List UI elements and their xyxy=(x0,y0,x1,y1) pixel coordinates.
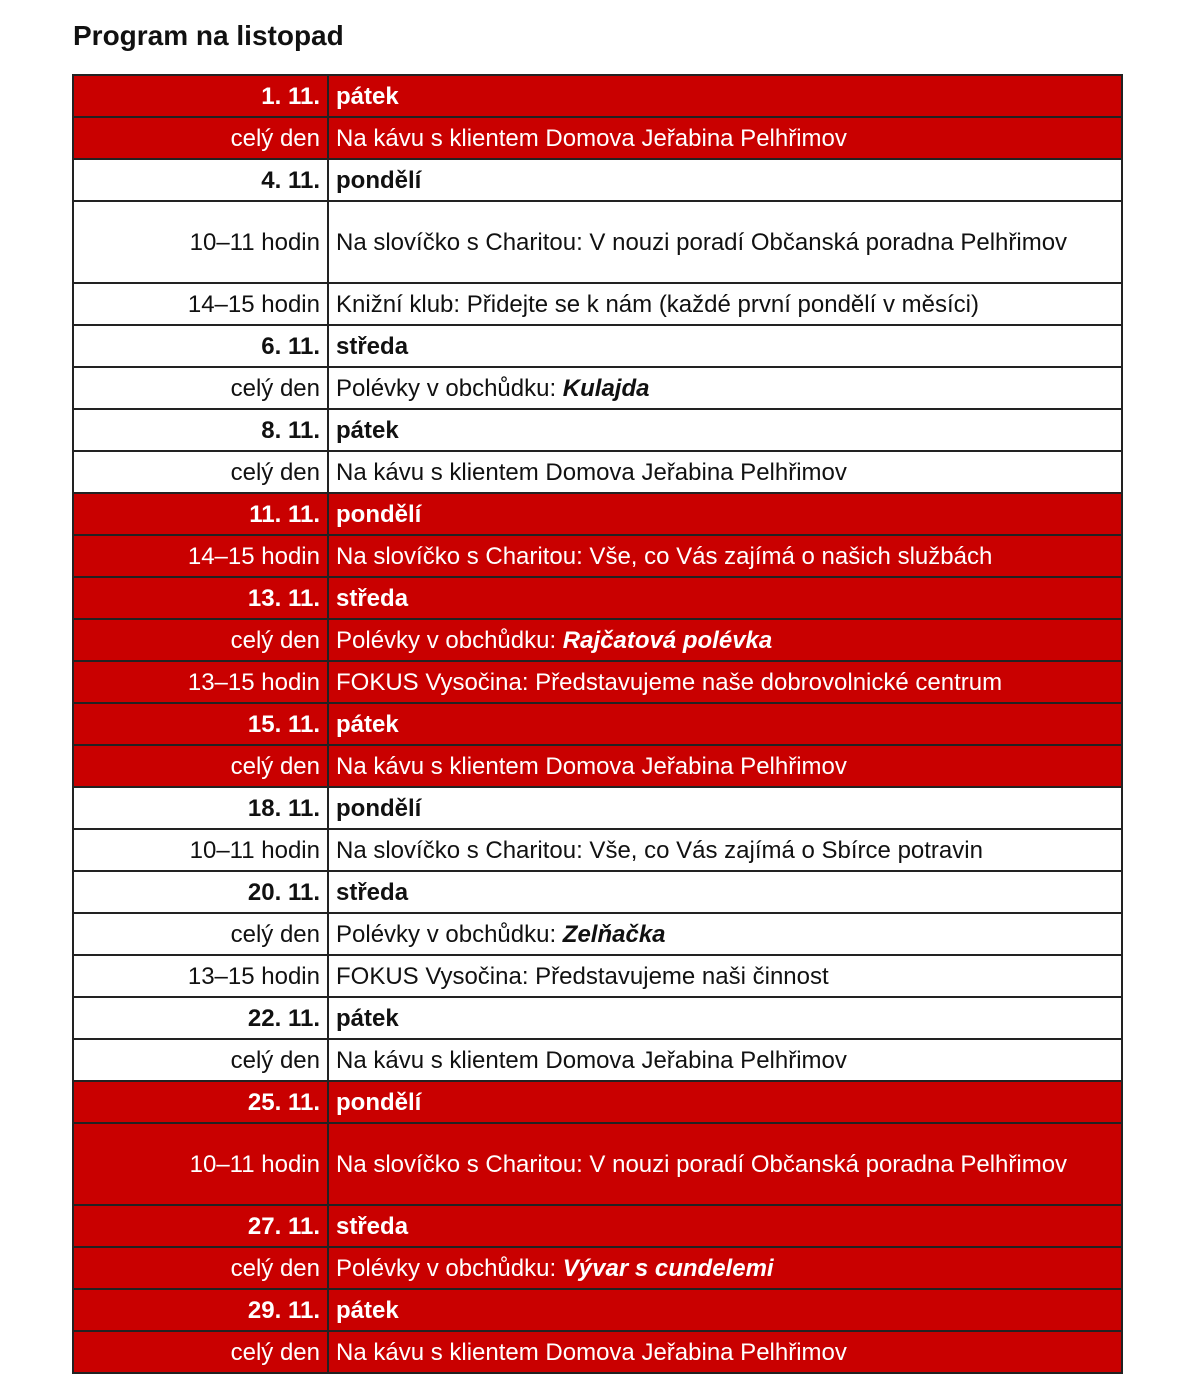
day-header-row xyxy=(73,325,1122,367)
weekday-cell: pondělí xyxy=(328,493,1122,535)
program-table-body xyxy=(73,75,1122,1373)
event-row xyxy=(73,1039,1122,1081)
event-row xyxy=(73,619,1122,661)
time-cell: celý den xyxy=(73,1039,328,1081)
time-cell: 14–15 hodin xyxy=(73,283,328,325)
date-cell: 25. 11. xyxy=(73,1081,328,1123)
event-row xyxy=(73,955,1122,997)
soup-prefix: Polévky v obchůdku: xyxy=(336,1255,563,1282)
event-row xyxy=(73,1123,1122,1205)
time-cell: celý den xyxy=(73,745,328,787)
event-cell: Na kávu s klientem Domova Jeřabina Pelhřimov xyxy=(328,745,1122,787)
event-cell xyxy=(328,913,1122,955)
date-cell: 13. 11. xyxy=(73,577,328,619)
time-cell: celý den xyxy=(73,1331,328,1373)
day-header-row xyxy=(73,1205,1122,1247)
day-header-row xyxy=(73,493,1122,535)
event-cell: Na slovíčko s Charitou: Vše, co Vás zajímá o našich službách xyxy=(328,535,1122,577)
page-title: Program na listopad xyxy=(73,20,344,51)
weekday-cell: pátek xyxy=(328,409,1122,451)
event-row xyxy=(73,913,1122,955)
event-cell: Na kávu s klientem Domova Jeřabina Pelhřimov xyxy=(328,117,1122,159)
day-header-row xyxy=(73,1081,1122,1123)
event-cell xyxy=(328,367,1122,409)
weekday-cell: pondělí xyxy=(328,159,1122,201)
day-header-row xyxy=(73,1289,1122,1331)
day-header-row xyxy=(73,409,1122,451)
time-cell: celý den xyxy=(73,619,328,661)
event-cell: Na kávu s klientem Domova Jeřabina Pelhřimov xyxy=(328,1331,1122,1373)
event-row xyxy=(73,829,1122,871)
event-cell xyxy=(328,1247,1122,1289)
weekday-cell: pátek xyxy=(328,997,1122,1039)
event-row xyxy=(73,661,1122,703)
date-cell: 27. 11. xyxy=(73,1205,328,1247)
soup-prefix: Polévky v obchůdku: xyxy=(336,375,563,402)
soup-name: Vývar s cundelemi xyxy=(562,1255,774,1282)
event-cell: Na kávu s klientem Domova Jeřabina Pelhřimov xyxy=(328,451,1122,493)
event-row xyxy=(73,283,1122,325)
soup-prefix: Polévky v obchůdku: xyxy=(336,921,563,948)
time-cell: 10–11 hodin xyxy=(73,1123,328,1205)
date-cell: 4. 11. xyxy=(73,159,328,201)
event-cell: Na slovíčko s Charitou: V nouzi poradí Občanská poradna Pelhřimov xyxy=(328,201,1122,283)
date-cell: 29. 11. xyxy=(73,1289,328,1331)
time-cell: 13–15 hodin xyxy=(73,955,328,997)
day-header-row xyxy=(73,159,1122,201)
date-cell: 22. 11. xyxy=(73,997,328,1039)
date-cell: 8. 11. xyxy=(73,409,328,451)
event-row xyxy=(73,1247,1122,1289)
event-row xyxy=(73,1331,1122,1373)
event-cell: Na slovíčko s Charitou: Vše, co Vás zajímá o Sbírce potravin xyxy=(328,829,1122,871)
time-cell: celý den xyxy=(73,451,328,493)
event-row xyxy=(73,535,1122,577)
event-row xyxy=(73,367,1122,409)
weekday-cell: pátek xyxy=(328,75,1122,117)
weekday-cell: středa xyxy=(328,325,1122,367)
event-cell: FOKUS Vysočina: Představujeme naši činnost xyxy=(328,955,1122,997)
weekday-cell: pondělí xyxy=(328,787,1122,829)
weekday-cell: pondělí xyxy=(328,1081,1122,1123)
weekday-cell: pátek xyxy=(328,703,1122,745)
time-cell: celý den xyxy=(73,1247,328,1289)
date-cell: 18. 11. xyxy=(73,787,328,829)
day-header-row xyxy=(73,75,1122,117)
date-cell: 20. 11. xyxy=(73,871,328,913)
soup-name: Rajčatová polévka xyxy=(562,627,773,654)
event-row xyxy=(73,117,1122,159)
soup-prefix: Polévky v obchůdku: xyxy=(336,627,563,654)
day-header-row xyxy=(73,703,1122,745)
event-row xyxy=(73,745,1122,787)
day-header-row xyxy=(73,871,1122,913)
event-cell xyxy=(328,619,1122,661)
weekday-cell: středa xyxy=(328,871,1122,913)
weekday-cell: pátek xyxy=(328,1289,1122,1331)
event-row xyxy=(73,451,1122,493)
time-cell: celý den xyxy=(73,117,328,159)
soup-name: Kulajda xyxy=(562,375,650,402)
event-cell: Knižní klub: Přidejte se k nám (každé první pondělí v měsíci) xyxy=(328,283,1122,325)
day-header-row xyxy=(73,577,1122,619)
time-cell: 13–15 hodin xyxy=(73,661,328,703)
time-cell: 10–11 hodin xyxy=(73,201,328,283)
event-cell: Na slovíčko s Charitou: V nouzi poradí Občanská poradna Pelhřimov xyxy=(328,1123,1122,1205)
program-table xyxy=(72,74,1123,1374)
event-cell: FOKUS Vysočina: Představujeme naše dobrovolnické centrum xyxy=(328,661,1122,703)
time-cell: celý den xyxy=(73,367,328,409)
event-row xyxy=(73,201,1122,283)
time-cell: celý den xyxy=(73,913,328,955)
weekday-cell: středa xyxy=(328,577,1122,619)
date-cell: 1. 11. xyxy=(73,75,328,117)
time-cell: 10–11 hodin xyxy=(73,829,328,871)
date-cell: 15. 11. xyxy=(73,703,328,745)
weekday-cell: středa xyxy=(328,1205,1122,1247)
event-cell: Na kávu s klientem Domova Jeřabina Pelhřimov xyxy=(328,1039,1122,1081)
date-cell: 6. 11. xyxy=(73,325,328,367)
day-header-row xyxy=(73,787,1122,829)
soup-name: Zelňačka xyxy=(562,921,666,948)
time-cell: 14–15 hodin xyxy=(73,535,328,577)
date-cell: 11. 11. xyxy=(73,493,328,535)
day-header-row xyxy=(73,997,1122,1039)
